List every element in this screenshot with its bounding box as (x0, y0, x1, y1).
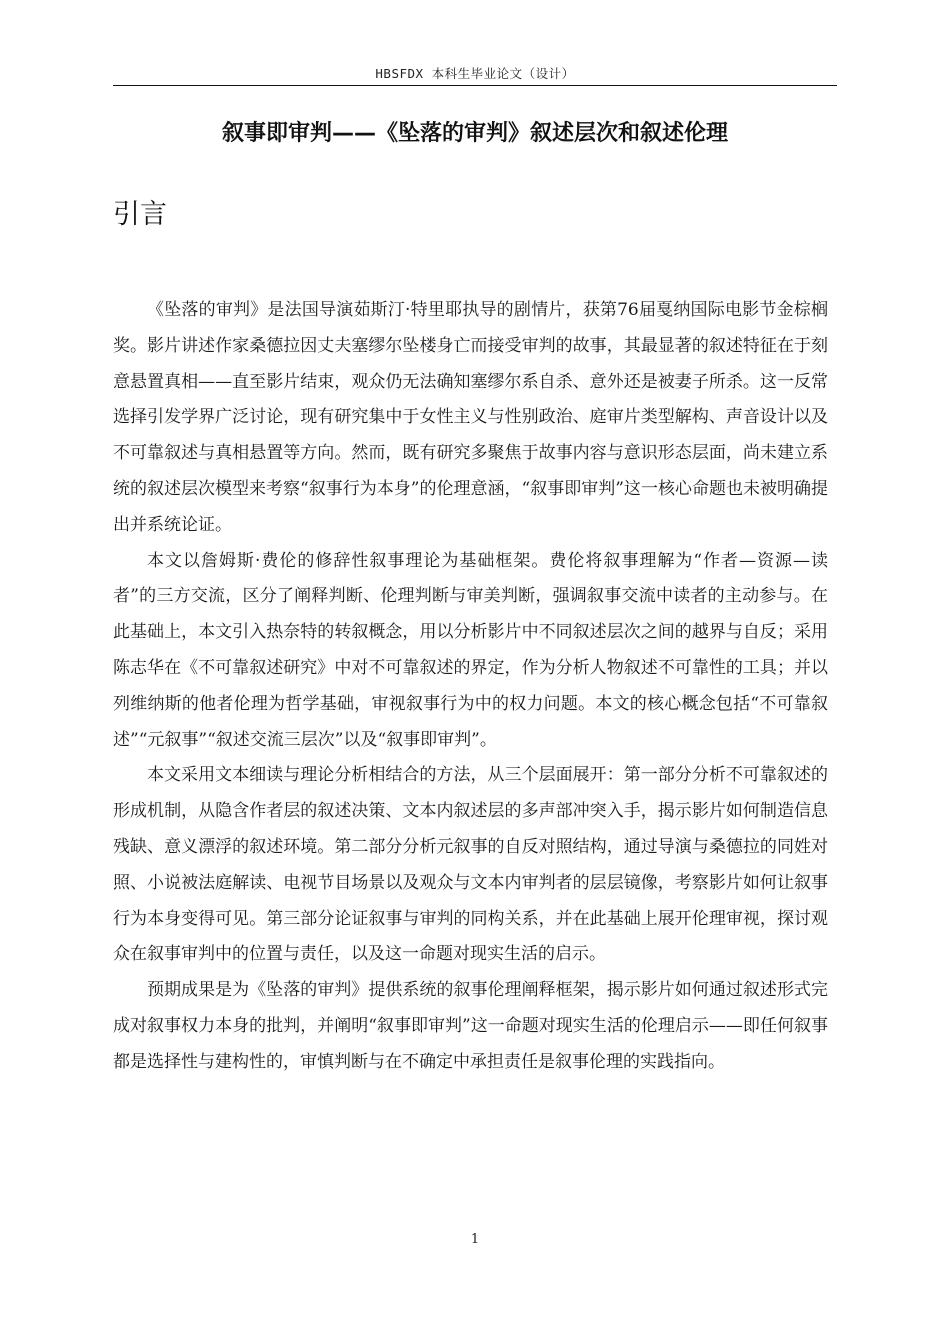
paragraph: 本文采用文本细读与理论分析相结合的方法，从三个层面展开：第一部分分析不可靠叙述的形成机制，从隐含作者层的叙述决策、文本内叙述层的多声部冲突入手，揭示影片如何制造信息残缺、意义漂浮的叙述环境。第二部分分析元叙事的自反对照结构，通过导演与桑德拉的同姓对照、小说被法庭解读、电视节目场景以及观众与文本内审判者的层层镜像，考察影片如何让叙事行为本身变得可见。第三部分论证叙事与审判的同构关系，并在此基础上展开伦理审视，探讨观众在叙事审判中的位置与责任，以及这一命题对现实生活的启示。 (113, 765, 828, 965)
document-title: 叙事即审判——《坠落的审判》叙述层次和叙述伦理 (221, 121, 728, 146)
body-text (113, 293, 828, 1081)
paragraph: 本文以詹姆斯·费伦的修辞性叙事理论为基础框架。费伦将叙事理解为“作者—资源—读者”的三方交流，区分了阐释判断、伦理判断与审美判断，强调叙事交流中读者的主动参与。在此基础上，本文引入热奈特的转叙概念，用以分析影片中不同叙述层次之间的越界与自反；采用陈志华在《不可靠叙述研究》中对不可靠叙述的界定，作为分析人物叙述不可靠性的工具；并以列维纳斯的他者伦理为哲学基础，审视叙事行为中的权力问题。本文的核心概念包括“不可靠叙述”“元叙事”“叙述交流三层次”以及“叙事即审判”。 (113, 550, 828, 750)
section-heading: 引言 (113, 199, 167, 230)
header-rule (113, 85, 837, 86)
page-number: 1 (470, 1232, 480, 1247)
running-header: HBSFDX 本科生毕业论文（设计） (375, 66, 575, 81)
paragraph: 预期成果是为《坠落的审判》提供系统的叙事伦理阐释框架，揭示影片如何通过叙述形式完成对叙事权力本身的批判，并阐明“叙事即审判”这一命题对现实生活的伦理启示——即任何叙事都是选择性与建构性的，审慎判断与在不确定中承担责任是叙事伦理的实践指向。 (113, 980, 828, 1072)
paragraph: 《坠落的审判》是法国导演茹斯汀·特里耶执导的剧情片，获第76届戛纳国际电影节金棕榈奖。影片讲述作家桑德拉因丈夫塞缪尔坠楼身亡而接受审判的故事，其最显著的叙述特征在于刻意悬置真相——直至影片结束，观众仍无法确知塞缪尔系自杀、意外还是被妻子所杀。这一反常选择引发学界广泛讨论，现有研究集中于女性主义与性别政治、庭审片类型解构、声音设计以及不可靠叙述与真相悬置等方向。然而，既有研究多聚焦于故事内容与意识形态层面，尚未建立系统的叙述层次模型来考察“叙事行为本身”的伦理意涵，“叙事即审判”这一核心命题也未被明确提出并系统论证。 (113, 300, 828, 535)
